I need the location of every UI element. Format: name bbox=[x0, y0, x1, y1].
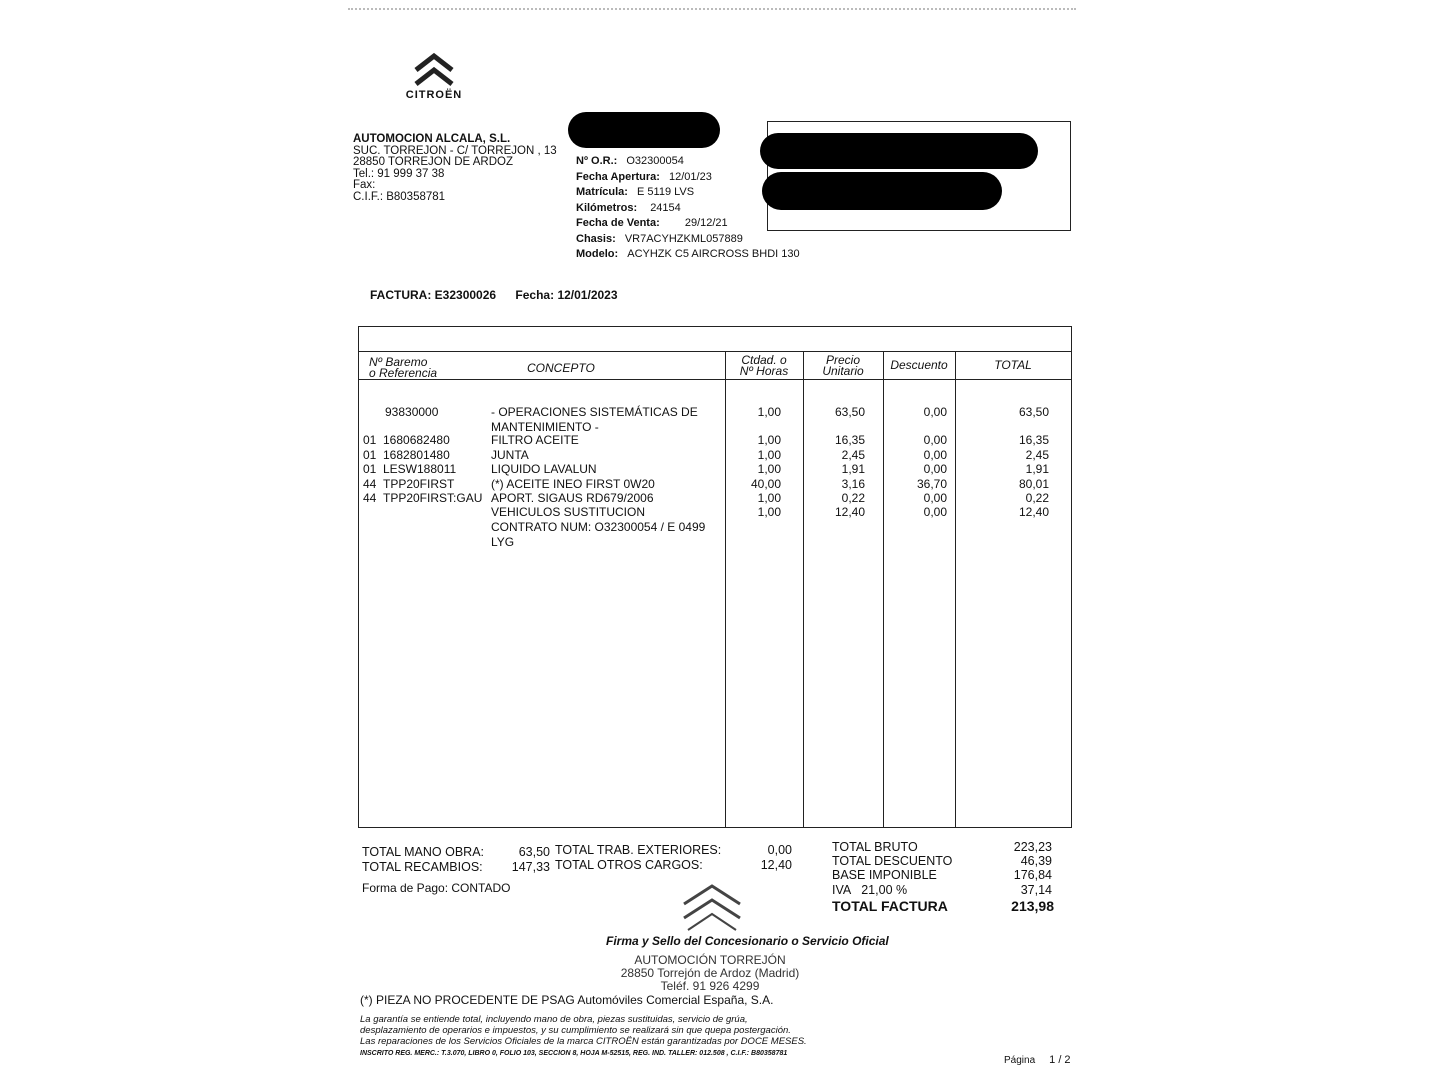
row-total: 0,22 bbox=[1025, 491, 1049, 505]
row-qty: 1,00 bbox=[757, 448, 781, 462]
divider bbox=[955, 351, 956, 827]
row-concept: FILTRO ACEITE bbox=[491, 433, 579, 447]
header-ref: Nº Baremo o Referencia bbox=[369, 355, 438, 380]
row-price: 3,16 bbox=[841, 477, 865, 491]
open-date: 12/01/23 bbox=[669, 170, 712, 183]
plate-row: Matrícula: E 5119 LVS bbox=[576, 186, 695, 198]
row-concept: CONTRATO NUM: O32300054 / E 0499 bbox=[491, 520, 706, 534]
row-ref: TPP20FIRST bbox=[383, 477, 455, 491]
psag-note: (*) PIEZA NO PROCEDENTE DE PSAG Automóviles Comercial España, S.A. bbox=[360, 993, 774, 1007]
base-label: BASE IMPONIBLE bbox=[832, 868, 937, 882]
chassis-row: Chasis: VR7ACYHZKML057889 bbox=[576, 232, 743, 245]
row-discount: 0,00 bbox=[923, 448, 947, 462]
row-concept: VEHICULOS SUSTITUCION bbox=[491, 505, 646, 519]
row-code: 01 bbox=[363, 462, 377, 476]
header-concept: CONCEPTO bbox=[527, 361, 595, 375]
stamp-chevron-icon bbox=[678, 880, 746, 936]
row-price: 1,91 bbox=[841, 462, 865, 476]
row-qty: 1,00 bbox=[757, 491, 781, 505]
row-concept: LIQUIDO LAVALUN bbox=[491, 462, 597, 476]
row-total: 16,35 bbox=[1018, 433, 1049, 447]
signature-label: Firma y Sello del Concesionario o Servicio Oficial bbox=[606, 934, 889, 948]
order-number: O32300054 bbox=[626, 155, 684, 167]
row-concept: LYG bbox=[491, 535, 515, 549]
row-qty: 1,00 bbox=[757, 462, 781, 476]
descuento-value: 46,39 bbox=[1020, 854, 1052, 868]
header-price: Precio Unitario bbox=[822, 353, 864, 378]
dealer-stamp: AUTOMOCIÓN TORREJÓN 28850 Torrejón de Ardoz (Madrid) Teléf. 91 926 4299 bbox=[620, 953, 800, 993]
iva-label: IVA 21,00 % bbox=[832, 883, 908, 897]
row-discount: 36,70 bbox=[916, 477, 947, 491]
row-price: 2,45 bbox=[841, 448, 865, 462]
page-number: Página 1 / 2 bbox=[1004, 1054, 1071, 1066]
model-row: Modelo: ACYHZK C5 AIRCROSS BHDI 130 bbox=[576, 248, 800, 260]
row-code: 44 bbox=[363, 477, 377, 491]
model: ACYHZK C5 AIRCROSS BHDI 130 bbox=[627, 248, 800, 260]
payment-method: Forma de Pago: CONTADO bbox=[362, 881, 511, 895]
row-ref: 93830000 bbox=[385, 405, 439, 419]
scan-edge bbox=[348, 8, 1076, 10]
row-qty: 1,00 bbox=[757, 405, 781, 419]
summary-otros-label: TOTAL OTROS CARGOS: bbox=[555, 858, 703, 872]
invoice-number: E32300026 bbox=[434, 288, 497, 302]
invoice-date: 12/01/2023 bbox=[557, 288, 618, 302]
row-price: 16,35 bbox=[834, 433, 865, 447]
row-total: 12,40 bbox=[1018, 505, 1049, 519]
summary-recambios-label: TOTAL RECAMBIOS: bbox=[362, 860, 483, 874]
km-row: Kilómetros: 24154 bbox=[576, 201, 681, 214]
row-discount: 0,00 bbox=[923, 405, 947, 419]
row-ref: 1682801480 bbox=[383, 448, 450, 462]
plate: E 5119 LVS bbox=[637, 186, 695, 198]
row-concept: (*) ACEITE INEO FIRST 0W20 bbox=[491, 477, 655, 491]
divider bbox=[725, 351, 726, 827]
row-discount: 0,00 bbox=[923, 505, 947, 519]
row-concept: MANTENIMIENTO - bbox=[491, 420, 599, 434]
order-info bbox=[576, 154, 800, 263]
bruto-label: TOTAL BRUTO bbox=[832, 840, 918, 854]
otros-value: 12,40 bbox=[760, 858, 792, 872]
header-discount: Descuento bbox=[890, 358, 948, 372]
row-ref: 1680682480 bbox=[383, 433, 450, 447]
sale-date-row: Fecha de Venta: 29/12/21 bbox=[576, 217, 728, 229]
sale-date: 29/12/21 bbox=[684, 217, 728, 229]
chassis: VR7ACYHZKML057889 bbox=[624, 232, 743, 245]
warranty-text: La garantía se entiende total, incluyendo mano de obra, piezas sustituidas, servicio de grúa, desplazamiento de operarios e impuestos, y su cumplimiento se realizará sin que quepa postergación. Las reparaciones de los Servicios Oficiales de la marca CITROËN están garantizadas por DOCE MESES. bbox=[360, 1014, 807, 1047]
row-ref: TPP20FIRST:GAU bbox=[383, 491, 483, 505]
row-price: 12,40 bbox=[834, 505, 865, 519]
company-line: AUTOMOCION ALCALA, S.L. bbox=[353, 133, 511, 145]
company-line: Fax: bbox=[353, 179, 376, 191]
open-date-row: Fecha Apertura: 12/01/23 bbox=[576, 170, 712, 183]
row-discount: 0,00 bbox=[923, 462, 947, 476]
registry-text: INSCRITO REG. MERC.: T.3.070, LIBRO 0, FOLIO 103, SECCION 8, HOJA M-52515, REG. IND. TALLER: 012.508 , C.I.F.: B80358781 bbox=[360, 1050, 788, 1057]
company-line: SUC. TORREJON - C/ TORREJON , 13 bbox=[353, 144, 557, 157]
redaction-client-name bbox=[760, 133, 1038, 169]
row-discount: 0,00 bbox=[923, 433, 947, 447]
row-price: 0,22 bbox=[841, 491, 865, 505]
row-total: 80,01 bbox=[1018, 477, 1049, 491]
row-qty: 1,00 bbox=[757, 433, 781, 447]
redaction-client-code bbox=[568, 112, 720, 148]
bruto-value: 223,23 bbox=[1013, 840, 1052, 854]
row-price: 63,50 bbox=[834, 405, 865, 419]
iva-value: 37,14 bbox=[1020, 883, 1052, 897]
trab-ext-value: 0,00 bbox=[767, 843, 792, 857]
row-concept: APORT. SIGAUS RD679/2006 bbox=[491, 491, 654, 505]
brand-name: CITROËN bbox=[405, 89, 463, 101]
divider bbox=[883, 351, 884, 827]
row-ref: LESW188011 bbox=[383, 462, 457, 476]
row-concept: - OPERACIONES SISTEMÁTICAS DE bbox=[491, 405, 698, 419]
row-code: 44 bbox=[363, 491, 377, 505]
row-total: 2,45 bbox=[1025, 448, 1049, 462]
company-block bbox=[353, 134, 557, 203]
invoice-header: FACTURA: E32300026 Fecha: 12/01/2023 bbox=[370, 288, 618, 302]
total-label: TOTAL FACTURA bbox=[832, 898, 948, 914]
row-concept: JUNTA bbox=[491, 448, 529, 462]
total-value: 213,98 bbox=[1011, 898, 1054, 914]
row-total: 63,50 bbox=[1018, 405, 1049, 419]
divider bbox=[803, 351, 804, 827]
header-qty: Ctdad. o Nº Horas bbox=[739, 353, 789, 378]
km: 24154 bbox=[650, 201, 681, 214]
mano-obra-value: 63,50 bbox=[518, 845, 550, 859]
recambios-value: 147,33 bbox=[511, 860, 550, 874]
divider bbox=[359, 351, 1071, 352]
summary-trab-ext-label: TOTAL TRAB. EXTERIORES: bbox=[555, 843, 722, 857]
divider bbox=[359, 379, 1071, 380]
base-value: 176,84 bbox=[1013, 868, 1052, 882]
company-line: Tel.: 91 999 37 38 bbox=[353, 167, 445, 180]
row-code: 01 bbox=[363, 448, 377, 462]
company-line: 28850 TORREJON DE ARDOZ bbox=[353, 156, 513, 168]
summary-mano-obra: TOTAL MANO OBRA: bbox=[362, 845, 485, 859]
row-code: 01 bbox=[363, 433, 377, 447]
row-qty: 1,00 bbox=[757, 505, 781, 519]
header-total: TOTAL bbox=[994, 358, 1032, 372]
order-number-row: Nº O.R.: O32300054 bbox=[576, 155, 684, 167]
invoice-table bbox=[358, 326, 1072, 828]
row-discount: 0,00 bbox=[923, 491, 947, 505]
descuento-label: TOTAL DESCUENTO bbox=[832, 854, 953, 868]
company-line: C.I.F.: B80358781 bbox=[353, 190, 446, 203]
row-qty: 40,00 bbox=[750, 477, 781, 491]
row-total: 1,91 bbox=[1025, 462, 1049, 476]
